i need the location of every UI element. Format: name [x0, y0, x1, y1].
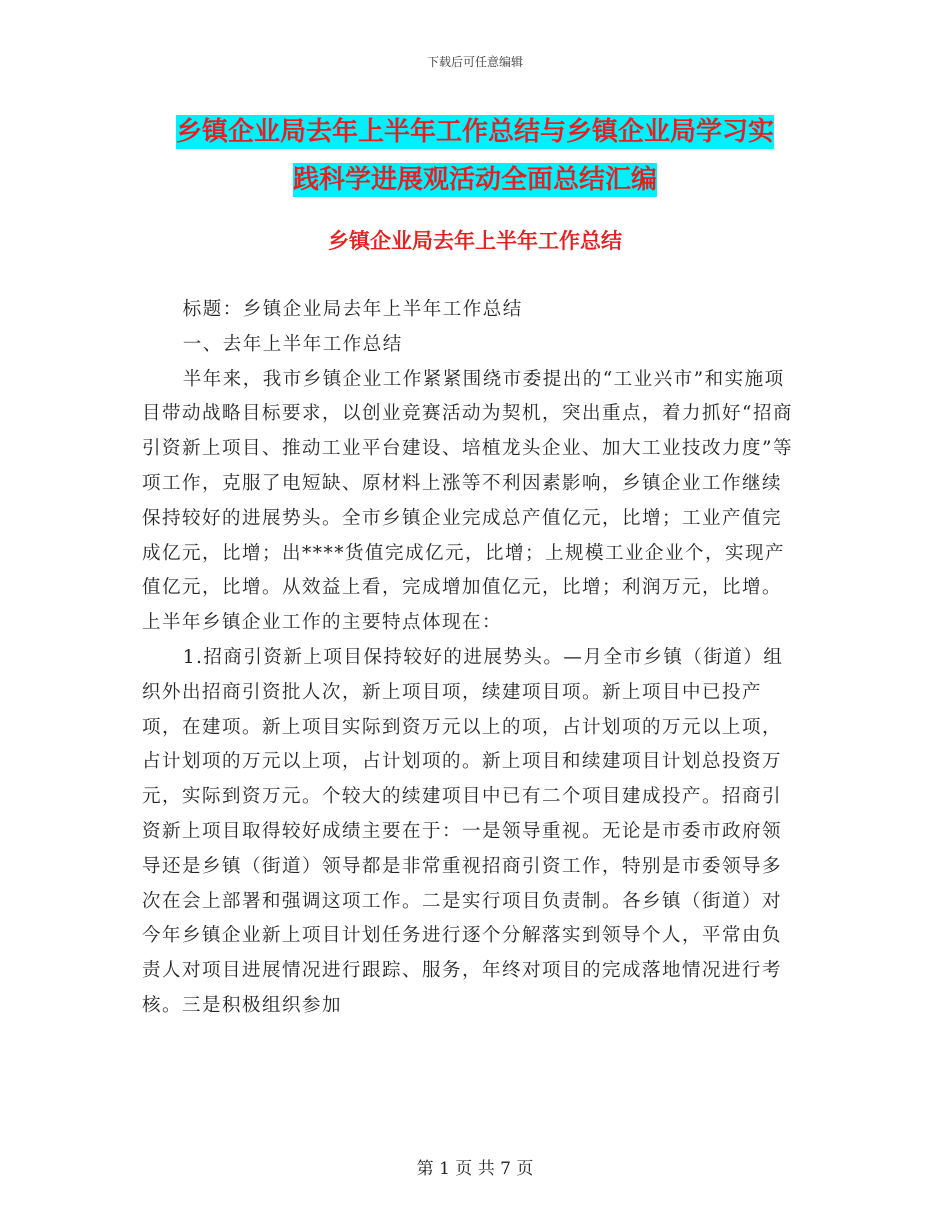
document-body	[142, 293, 798, 1024]
page-footer: 第 1 页 共 7 页	[416, 1159, 534, 1179]
document-title	[140, 108, 810, 204]
document-title-line-1: 乡镇企业局去年上半年工作总结与乡镇企业局学习实	[175, 117, 774, 147]
paragraph-summary: 半年来，我市乡镇企业工作紧紧围绕市委提出的“工业兴市”和实施项目带动战略目标要求，以创业竞赛活动为契机，突出重点，着力抓好“招商引资新上项目、推动工业平台建设、培植龙头企业、加大工业技改力度”等项工作，克服了电短缺、原材料上涨等不利因素影响，乡镇企业工作继续保持较好的进展势头。全市乡镇企业完成总产值亿元，比增；工业产值完成亿元，比增；出****货值完成亿元，比增；上规模工业企业个，实现产值亿元，比增。从效益上看，完成增加值亿元，比增；利润万元，比增。上半年乡镇企业工作的主要特点体现在：	[142, 368, 793, 634]
paragraph-section-one: 一、去年上半年工作总结	[182, 333, 403, 355]
document-title-line-2: 践科学进展观活动全面总结汇编	[292, 165, 657, 195]
paragraph-item-one: 1.招商引资新上项目保持较好的进展势头。—月全市乡镇（街道）组织外出招商引资批人次，新上项目项，续建项目项。新上项目中已投产项，在建项。新上项目实际到资万元以上的项，占计划项的万元以上项，占计划项的万元以上项，占计划项的。新上项目和续建项目计划总投资万元，实际到资万元。个较大的续建项目中已有二个项目建成投产。招商引资新上项目取得较好成绩主要在于：一是领导重视。无论是市委市政府领导还是乡镇（街道）领导都是非常重视招商引资工作，特别是市委领导多次在会上部署和强调这项工作。二是实行项目负责制。各乡镇（街道）对今年乡镇企业新上项目计划任务进行逐个分解落实到领导个人，平常由负责人对项目进展情况进行跟踪、服务，年终对项目的完成落地情况进行考核。三是积极组织参加	[142, 646, 784, 1016]
header-note: 下载后可任意编辑	[426, 55, 523, 69]
section-title: 乡镇企业局去年上半年工作总结	[328, 229, 622, 253]
paragraph-heading: 标题：乡镇企业局去年上半年工作总结	[182, 299, 523, 320]
